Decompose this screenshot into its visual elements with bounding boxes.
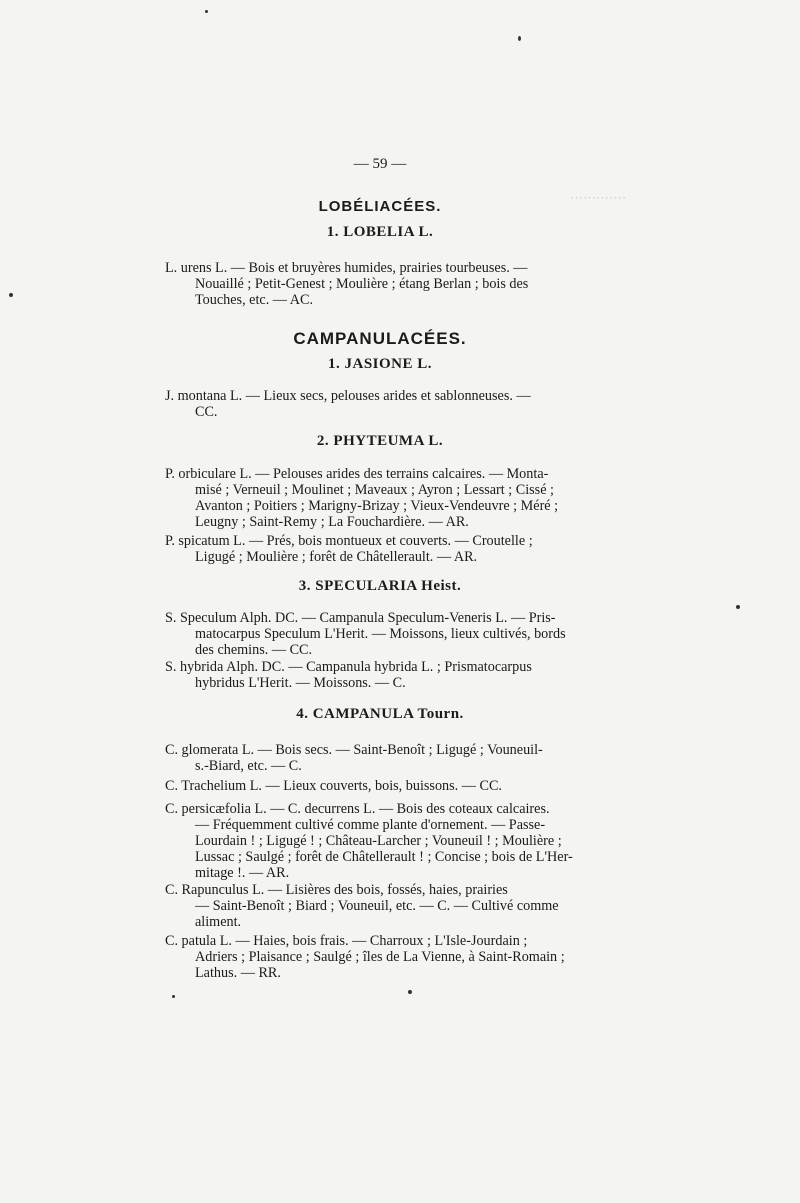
entry-line: Touches, etc. — AC.: [195, 292, 314, 308]
entry-line: — Saint-Benoît ; Biard ; Vouneuil, etc. — C. — Cultivé comme: [195, 898, 559, 914]
species-entry-phyteuma-spicatum: [165, 533, 605, 565]
entry-line: P. spicatum L. — Prés, bois montueux et couverts. — Croutelle ;: [165, 533, 533, 549]
scan-speck: [172, 995, 175, 998]
entry-line: J. montana L. — Lieux secs, pelouses arides et sablonneuses. —: [165, 388, 531, 404]
entry-line: aliment.: [195, 914, 242, 930]
genus-heading-specularia: 3. SPECULARIA Heist.: [298, 578, 462, 594]
species-entry-phyteuma-orbiculare: [165, 466, 605, 530]
species-entry-specularia-hybrida: [165, 659, 605, 691]
entry-line: Avanton ; Poitiers ; Marigny-Brizay ; Vieux-Vendeuvre ; Méré ;: [195, 498, 559, 514]
entry-line: C. patula L. — Haies, bois frais. — Charroux ; L'Isle-Jourdain ;: [165, 933, 528, 949]
entry-line: Lourdain ! ; Ligugé ! ; Château-Larcher ; Vouneuil ! ; Moulière ;: [195, 833, 562, 849]
species-entry-specularia-speculum: [165, 610, 605, 658]
entry-line: Nouaillé ; Petit-Genest ; Moulière ; étang Berlan ; bois des: [195, 276, 529, 292]
entry-line: CC.: [195, 404, 218, 420]
species-entry-jasione-montana: [165, 388, 605, 420]
show-through-text: ·············: [570, 190, 627, 205]
entry-line: C. persicæfolia L. — C. decurrens L. — Bois des coteaux calcaires.: [165, 801, 550, 817]
entry-line: — Fréquemment cultivé comme plante d'ornement. — Passe-: [195, 817, 546, 833]
genus-heading-lobelia: 1. LOBELIA L.: [326, 224, 434, 240]
entry-line: L. urens L. — Bois et bruyères humides, prairies tourbeuses. —: [165, 260, 528, 276]
species-entry-campanula-glomerata: [165, 742, 605, 774]
entry-line: misé ; Verneuil ; Moulinet ; Maveaux ; Ayron ; Lessart ; Cissé ;: [195, 482, 554, 498]
entry-line: C. Trachelium L. — Lieux couverts, bois, buissons. — CC.: [165, 778, 502, 794]
species-entry-campanula-patula: [165, 933, 605, 981]
scan-speck: [736, 605, 740, 609]
entry-line: s.-Biard, etc. — C.: [195, 758, 302, 774]
genus-heading-jasione: 1. JASIONE L.: [327, 356, 433, 372]
scan-speck: [9, 293, 13, 297]
entry-line: mitage !. — AR.: [195, 865, 290, 881]
entry-line: S. Speculum Alph. DC. — Campanula Speculum-Veneris L. — Pris-: [165, 610, 556, 626]
genus-heading-phyteuma: 2. PHYTEUMA L.: [316, 433, 444, 449]
species-entry-campanula-rapunculus: [165, 882, 605, 930]
scan-speck: [408, 990, 412, 994]
entry-line: Adriers ; Plaisance ; Saulgé ; îles de La Vienne, à Saint-Romain ;: [195, 949, 565, 965]
entry-line: P. orbiculare L. — Pelouses arides des terrains calcaires. — Monta-: [165, 466, 549, 482]
page-number: — 59 —: [353, 156, 407, 172]
entry-line: matocarpus Speculum L'Herit. — Moissons, lieux cultivés, bords: [195, 626, 566, 642]
entry-line: Lathus. — RR.: [195, 965, 281, 981]
species-entry-lobelia-urens: [165, 260, 605, 308]
entry-line: hybridus L'Herit. — Moissons. — C.: [195, 675, 406, 691]
genus-heading-campanula: 4. CAMPANULA Tourn.: [296, 706, 464, 722]
entry-line: Lussac ; Saulgé ; forêt de Châtellerault ! ; Concise ; bois de L'Her-: [195, 849, 573, 865]
entry-line: C. Rapunculus L. — Lisières des bois, fossés, haies, prairies: [165, 882, 508, 898]
species-entry-campanula-trachelium: [165, 778, 605, 794]
entry-line: S. hybrida Alph. DC. — Campanula hybrida L. ; Prismatocarpus: [165, 659, 532, 675]
family-heading-campanulacees: CAMPANULACÉES.: [293, 329, 467, 348]
entry-line: C. glomerata L. — Bois secs. — Saint-Benoît ; Ligugé ; Vouneuil-: [165, 742, 543, 758]
scan-speck: [205, 10, 208, 13]
family-heading-lobeliacees: LOBÉLIACÉES.: [318, 198, 442, 215]
species-entry-campanula-persicaefolia: [165, 801, 605, 881]
entry-line: Ligugé ; Moulière ; forêt de Châtellerault. — AR.: [195, 549, 478, 565]
entry-line: des chemins. — CC.: [195, 642, 313, 658]
entry-line: Leugny ; Saint-Remy ; La Fouchardière. — AR.: [195, 514, 469, 530]
scan-speck: [518, 36, 521, 41]
